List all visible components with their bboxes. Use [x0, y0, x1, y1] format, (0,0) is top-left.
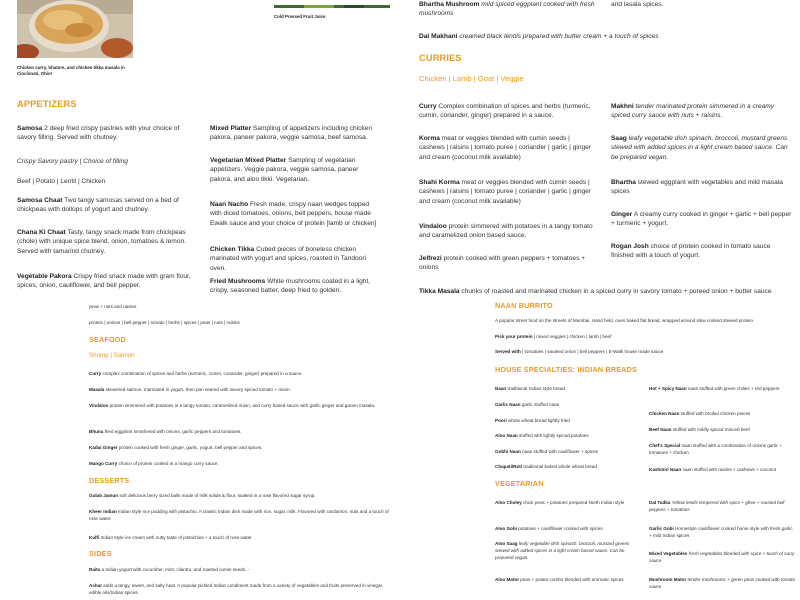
seafood-heading: SEAFOOD	[89, 335, 126, 344]
item-desc: creamed black lentils prepared with butter cream + a touch of spices	[457, 33, 659, 40]
item-desc: skewered salmon, marinated in yogurt, then pan seared with savory spiced tomato + onion.	[104, 387, 291, 392]
item-desc: stuffed with mildly spiced minced beef	[671, 427, 750, 432]
item-name: Mushroom Mator	[649, 577, 687, 582]
item-name: Vegetable Pakora	[17, 273, 72, 280]
dessert-item-kulfi	[89, 534, 389, 541]
bread-item	[495, 448, 640, 455]
item-name: Naan	[495, 386, 507, 391]
veg-item	[649, 550, 795, 564]
seafood-item-kadai	[89, 444, 389, 451]
item-name: Gobhi Naan	[495, 449, 521, 454]
item-name: Chapati/Roti	[495, 464, 523, 469]
curry-item-vindaloo	[419, 222, 597, 241]
appetizers-heading: APPETIZERS	[17, 99, 77, 109]
item-desc: Fresh made, crispy naan wedges topped with diced tomatoes, onions, bell peppers, house made Ewalk sauce and your choice of protein [lamb or chicken]	[210, 201, 377, 227]
seafood-item-curry	[89, 370, 389, 377]
menu-item-bhartha-mushroom	[419, 0, 604, 19]
item-desc: Sampling of appetizers including chicken pakora, paneer pakora, veggie samosa, beef samosa.	[210, 125, 373, 142]
item-name: Mixed Vegetables	[649, 551, 688, 556]
food-photo-left-image	[17, 0, 133, 58]
item-name: Chef's Special	[649, 443, 681, 448]
food-photo-left	[17, 0, 133, 58]
menu-item-chicken-tikka	[210, 245, 382, 273]
item-desc: traditional Indian style bread	[506, 386, 565, 391]
item-name: Hot + Spicy Naan	[649, 386, 687, 391]
item-desc: | mixed veggies | chicken | lamb | beef	[532, 334, 612, 339]
curry-item-tikka-masala	[419, 287, 799, 296]
protein-options-line: protein | onions | bell pepper | tomato | herbs | spices | peas | nuts | raisins	[89, 320, 240, 325]
item-desc: tender mushrooms + green peas cooked with tomato sauce	[649, 577, 795, 590]
menu-item-veg-platter	[210, 156, 380, 184]
menu-item-fried-mushrooms	[210, 277, 388, 296]
item-name: Kashmiri Naan	[649, 467, 682, 472]
item-desc: A creamy curry cooked in ginger + garlic + bell pepper + turmeric + yogurt.	[611, 211, 792, 228]
item-desc: soft delicious berry sized balls made of milk solids & flour, soaked in a rose flavored sugar syrup.	[118, 493, 316, 498]
side-item-raita	[89, 566, 389, 573]
item-desc: naan stuffed with cauliflower + spices	[520, 449, 598, 454]
samosa-fillings: Beef | Potato | Lentil | Chicken	[17, 178, 106, 185]
item-desc: protein simmered with potatoes in a tangy tomato, caramelized onion, and curry based sauce with garlic ginger and garam masala.	[108, 403, 376, 408]
curry-item-shahi-korma	[419, 178, 597, 206]
item-name: Mixed Platter	[210, 125, 252, 132]
seafood-item-bhuna	[89, 428, 389, 435]
item-desc: Tasty, tangy snack made from chickpeas (chole) with unique spice blend, onion, tomatoes & lemon. Served with tamarind chutney.	[17, 229, 186, 255]
item-desc: protein cooked with green peppers + tomatoes + onions	[419, 255, 586, 272]
item-name: Garlic Naan	[495, 402, 521, 407]
seafood-subheading: Shrimp | Salmon	[89, 352, 135, 359]
food-photo-left-caption: Chicken curry, bhature, and chicken tikka masala in Cincinnati, Ohio!	[17, 65, 125, 77]
item-name: Rogan Josh	[611, 243, 649, 250]
item-name: Fried Mushrooms	[210, 278, 266, 285]
breads-heading: HOUSE SPECIALTIES: INDIAN BREADS	[495, 365, 638, 374]
veg-item	[649, 525, 795, 539]
item-desc: meat or veggies blended with cumin seeds | cashews | raisins | tomato puree | coriander | garlic | ginger and cream (coconut milk available)	[419, 179, 592, 205]
bread-item	[649, 410, 795, 417]
item-name: Mango Curry	[89, 461, 118, 466]
item-name: Vegetarian Mixed Platter	[210, 157, 287, 164]
item-desc: Cubed pieces of boneless chicken marinated with yogurt and spices, roasted in Tandoori oven.	[210, 246, 367, 272]
item-desc: Indian style ice cream with nutty taste of pistachios + a touch of rose water	[99, 535, 252, 540]
peas-line: peas + nuts and raisins	[89, 304, 137, 309]
veg-item	[495, 576, 640, 583]
item-name: Aloo Mator	[495, 577, 519, 582]
vegetarian-heading: VEGETARIAN	[495, 479, 544, 488]
menu-item-naan-nacho	[210, 200, 382, 228]
item-name: Vindaloo	[89, 403, 109, 408]
item-desc: stewed eggplant with vegetables and mild masala spices	[611, 179, 783, 196]
juice-photo-caption: Cold Pressed Fruit Juice	[274, 14, 326, 19]
item-desc: chunks of roasted and marinated chicken in a spiced curry in savory tomato + pureed onion + butter sauce	[459, 288, 772, 295]
item-name: Samosa Chaat	[17, 197, 63, 204]
bread-item	[495, 432, 640, 439]
item-desc: potatoes + cauliflower cooked with spices	[516, 526, 603, 531]
item-name: Kulfi	[89, 535, 100, 540]
item-desc: protein simmered with potatoes in a tangy tomato and caramelized onion based sauce.	[419, 223, 593, 240]
item-desc: fried eggplant smothered with onions, garlic peppers and tomatoes.	[103, 429, 242, 434]
item-name: Curry	[89, 371, 102, 376]
item-name: Chicken Tikka	[210, 246, 255, 253]
side-item-achar	[89, 582, 389, 596]
item-name: Masala	[89, 387, 105, 392]
sides-heading: SIDES	[89, 549, 112, 558]
item-name: Makhni	[611, 103, 634, 110]
item-name: Pick your protein	[495, 334, 533, 339]
item-name: Kadai Ginger	[89, 445, 118, 450]
curry-item-saag	[611, 134, 794, 162]
item-name: Curry	[419, 103, 437, 110]
item-name: Dal Tadka	[649, 500, 671, 505]
item-name: Aloo Naan	[495, 433, 518, 438]
naan-burrito-protein	[495, 333, 795, 340]
item-desc: Homestyle cauliflower cooked home style with fresh garlic + mild Indian spices	[649, 526, 793, 539]
item-desc: Crispy fried snack made with gram flour, spices, onion, cauliflower, and bell pepper.	[17, 273, 191, 290]
dessert-item-kheer	[89, 508, 389, 522]
item-name: Vindaloo	[419, 223, 447, 230]
curry-item-curry	[419, 102, 597, 121]
item-desc: whole wheat bread lightly fried	[506, 418, 570, 423]
item-name: Kheer Indian	[89, 509, 117, 514]
curry-item-bhartha	[611, 178, 794, 197]
bread-item	[649, 466, 799, 473]
lasala-spices-line: and lasala spices.	[611, 1, 664, 8]
curry-item-ginger	[611, 210, 794, 229]
item-name: Raita	[89, 567, 101, 572]
bread-item	[495, 463, 640, 470]
item-desc: choice of protein cooked in tomato sauce finished with a touch of yogurt.	[611, 243, 771, 260]
naan-burrito-served	[495, 348, 795, 355]
item-name: Gulab Jamun	[89, 493, 119, 498]
bread-item	[649, 442, 795, 456]
samosa-options: Crispy Savory pastry | Choice of filling	[17, 158, 128, 165]
item-name: Aloo Choley	[495, 500, 522, 505]
item-name: Chicken Naan	[649, 411, 680, 416]
item-desc: adds a tangy, sweet, and salty heat. A popular pickled Indian condiment made from a variety of vegetables and fruits preserved in vinegar, edible oils/Indian spices.	[89, 583, 384, 596]
item-desc: protein cooked with fresh ginger, garlic, yogurt, bell pepper and spices.	[117, 445, 263, 450]
curries-heading: CURRIES	[419, 53, 462, 63]
veg-item	[649, 499, 795, 513]
item-name: Ginger	[611, 211, 633, 218]
juice-photo-image	[274, 5, 390, 8]
seafood-item-masala	[89, 386, 389, 393]
item-desc: fresh vegetables blended with spice + touch of curry sauce	[649, 551, 795, 564]
item-name: Naan Nacho	[210, 201, 249, 208]
curries-subheading: Chicken | Lamb | Goat | Veggie	[419, 74, 524, 83]
seafood-item-mango	[89, 460, 389, 467]
item-desc: choice of protein cooked in a mango curry sauce.	[117, 461, 219, 466]
item-desc: naan stuffed with green chilies + red peppers	[686, 386, 780, 391]
seafood-item-vindaloo	[89, 402, 389, 409]
item-name: Beef Naan	[649, 427, 672, 432]
item-desc: Complex combination of spices and herbs (turmeric, cumin, coriander, ginger) prepared in a sauce.	[419, 103, 591, 120]
bread-item	[649, 426, 795, 433]
item-name: Bhuna	[89, 429, 104, 434]
curry-item-makhni	[611, 102, 794, 121]
item-name: Dal Makhani	[419, 33, 458, 40]
item-name: Korma	[419, 135, 440, 142]
item-name: Served with	[495, 349, 521, 354]
bread-item	[649, 385, 795, 392]
item-name: Poori	[495, 418, 507, 423]
curry-item-korma	[419, 134, 597, 162]
item-desc: White mushrooms coated in a light, crispy, seasoned batter, deep fried to golden.	[210, 278, 371, 295]
item-desc: meat or veggies blended with cumin seeds | cashews | raisins | tomato puree | coriander | garlic | ginger and cream (coconut milk available)	[419, 135, 592, 161]
menu-item-chana-chaat	[17, 228, 189, 256]
curry-item-jalfrezi	[419, 254, 597, 273]
dessert-item-gulab	[89, 492, 389, 499]
item-name: Shahi Korma	[419, 179, 460, 186]
veg-item	[649, 576, 795, 590]
item-desc: traditional baked whole wheat bread	[522, 464, 597, 469]
menu-item-mixed-platter	[210, 124, 380, 143]
item-desc: stuffed with lightly spiced potatoes	[517, 433, 589, 438]
item-desc: tender marinated protein simmered in a creamy spiced curry sauce with nuts + raisins.	[611, 103, 775, 120]
bread-item	[495, 385, 640, 392]
item-desc: Two tangy samosas served on a bed of chickpeas with dollops of yogurt and chutney.	[17, 197, 179, 214]
item-desc: a Indian yogurt with cucumber, mint, cilantro, and roasted cumin seeds. -	[100, 567, 250, 572]
item-desc: stuffed with broiled chicken pieces	[679, 411, 751, 416]
naan-burrito-desc: A popular street food on the streets of Mumbai. Hand held, oven baked flat bread, wrapped around slow cooked stewed protein	[495, 318, 753, 323]
item-name: Saag	[611, 135, 627, 142]
item-name: Tikka Masala	[419, 288, 460, 295]
item-desc: Yellow lentils tempered with spice + ghee + roasted bell peppers + tomatoes	[649, 500, 785, 513]
item-name: Jelfrezi	[419, 255, 442, 262]
item-desc: Indian style rice pudding with pistachio. A classic Indian dish made with rice, sugar, milk. Flavored with cardamon, nuts and a touch of rose water.	[89, 509, 389, 522]
item-desc: 2 deep fried crispy pastries with your choice of savory filling. Served with chutney.	[17, 125, 180, 142]
item-name: Aloo Saag	[495, 541, 518, 546]
desserts-heading: DESSERTS	[89, 476, 130, 485]
item-name: Chana Ki Chaat	[17, 229, 66, 236]
menu-item-samosa	[17, 124, 185, 143]
item-desc: leafy vegetable dish spinach, broccoli, mustard greens stewed with added spices in a light cream based sauce. Can be prepared vegan.	[611, 135, 788, 161]
veg-item	[495, 525, 640, 532]
item-name: Bhartha	[611, 179, 636, 186]
item-desc: naan stuffed with raisins + cashews + coconut	[681, 467, 777, 472]
item-name: Achar	[89, 583, 103, 588]
item-name: Aloo Gobi	[495, 526, 517, 531]
item-desc: leafy vegetable dish spinach, broccoli, mustard greens stewed with added spices in a light cream based sauce. Can be prepared vegan.	[495, 541, 630, 561]
veg-item	[495, 499, 640, 506]
bread-item	[495, 401, 640, 408]
item-desc: Sampling of vegetarian appetizers. Veggie pakora, veggie samosa, paneer pakora, and aloo tikki. Vegetarian.	[210, 157, 359, 183]
juice-photo	[274, 0, 390, 8]
item-name: Samosa	[17, 125, 43, 132]
bread-item	[495, 417, 640, 424]
item-desc: naan stuffed with a combination of onions garlic + tomatoes + chicken	[649, 443, 783, 456]
menu-item-veg-pakora	[17, 272, 192, 291]
item-desc: | tomatoes | sauteed onion | bell peppers | E-Walk house made sauce	[520, 349, 664, 354]
item-desc: garlic stuffed naan	[520, 402, 560, 407]
item-name: Bhartha Mushroom	[419, 1, 480, 8]
naan-burrito-heading: NAAN BURRITO	[495, 301, 553, 310]
item-desc: complex combination of spices and herbs (turmeric, cumin, coriander, ginger) prepared in a sauce.	[101, 371, 303, 376]
item-desc: peas + potato combo blended with aromatic spices	[519, 577, 624, 582]
curry-item-rogan-josh	[611, 242, 794, 261]
item-name: Garlic Gobi	[649, 526, 674, 531]
menu-item-dal-makhani	[419, 32, 659, 41]
item-desc: mild spiced eggplant cooked with fresh mushrooms	[419, 1, 595, 18]
menu-item-samosa-chaat	[17, 196, 185, 215]
veg-item	[495, 540, 640, 562]
item-desc: chick peas + potatoes prepared North Indian style	[521, 500, 625, 505]
